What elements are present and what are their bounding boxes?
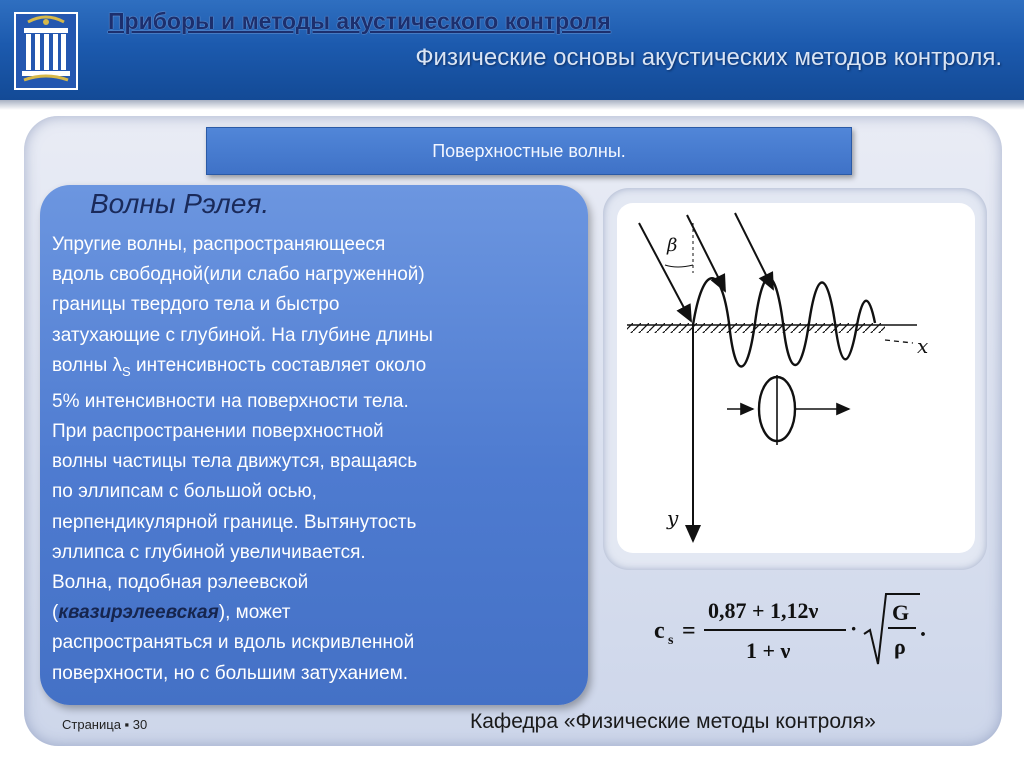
incident-ray-1 bbox=[639, 223, 691, 321]
formula-lhs-subscript: s bbox=[668, 633, 674, 648]
rayleigh-heading: Волны Рэлея. bbox=[90, 188, 270, 219]
text-line: , может bbox=[225, 602, 291, 624]
quasi-rayleigh-term: квазирэлеевская bbox=[58, 602, 219, 624]
text-line: границы твердого тела и быстро bbox=[52, 294, 340, 316]
y-axis-label: y bbox=[667, 506, 679, 530]
university-logo-icon bbox=[14, 12, 78, 90]
page-subtitle: Физические основы акустических методов контроля. bbox=[415, 44, 1002, 71]
wave-prefix: волны bbox=[52, 354, 108, 376]
x-axis-label: x bbox=[917, 334, 929, 358]
text-line-quasi bbox=[52, 598, 584, 628]
lambda-subscript: S bbox=[122, 363, 131, 379]
formula-lhs: c bbox=[654, 618, 665, 644]
sqrt-numerator: G bbox=[892, 600, 910, 625]
paren-open: ( bbox=[52, 602, 59, 624]
text-line: перпендикулярной границе. Вытянутость bbox=[52, 511, 417, 533]
header-shadow bbox=[0, 100, 1024, 110]
formula-end: . bbox=[920, 616, 926, 642]
text-line: 5% интенсивности на поверхности тела. bbox=[52, 390, 409, 412]
sqrt-denominator: ρ bbox=[894, 634, 906, 659]
formula-equals: = bbox=[682, 618, 696, 644]
text-line: Волна, подобная рэлеевской bbox=[52, 572, 309, 594]
beta-label: β bbox=[667, 235, 678, 256]
beta-arc bbox=[665, 265, 693, 267]
rayleigh-wave-diagram bbox=[617, 203, 975, 553]
rayleigh-description bbox=[52, 230, 584, 689]
text-line: эллипса с глубиной увеличивается. bbox=[52, 541, 366, 563]
page-title: Приборы и методы акустического контроля bbox=[108, 8, 611, 34]
text-line: затухающие с глубиной. На глубине длины bbox=[52, 324, 433, 346]
x-axis-dash bbox=[885, 340, 913, 343]
text-line: по эллипсам с большой осью, bbox=[52, 481, 317, 503]
lambda-symbol: λ bbox=[112, 354, 123, 376]
page-number: Страница ▪ 30 bbox=[62, 717, 148, 732]
department-name: Кафедра «Физические методы контроля» bbox=[470, 710, 876, 733]
text-line: волны частицы тела движутся, вращаясь bbox=[52, 451, 418, 473]
text-line: интенсивность составляет около bbox=[136, 354, 427, 376]
text-line: распространяться и вдоль искривленной bbox=[52, 632, 415, 654]
paren-close: ) bbox=[218, 602, 226, 624]
formula-dot: · bbox=[850, 616, 858, 641]
text-line: Упругие волны, распространяющееся bbox=[52, 234, 386, 255]
text-line-lambda bbox=[52, 351, 584, 387]
text-line: поверхности, но с большим затуханием. bbox=[52, 662, 409, 684]
text-line: При распространении поверхностной bbox=[52, 421, 384, 443]
surface-wave bbox=[693, 278, 875, 367]
formula-numerator: 0,87 + 1,12ν bbox=[708, 598, 819, 623]
section-banner: Поверхностные волны. bbox=[206, 127, 852, 175]
text-line: вдоль свободной(или слабо нагруженной) bbox=[52, 264, 425, 286]
formula-denominator: 1 + ν bbox=[746, 638, 791, 663]
rayleigh-velocity-formula bbox=[650, 590, 940, 670]
